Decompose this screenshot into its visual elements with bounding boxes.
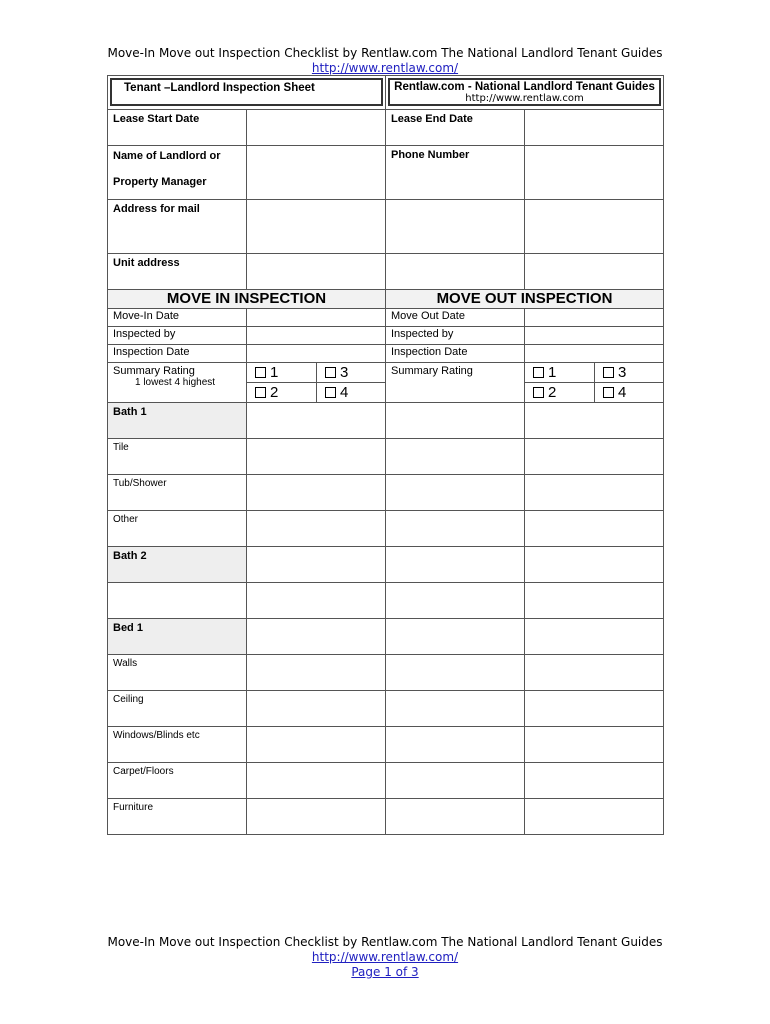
room-field[interactable] [386, 619, 525, 655]
move-in-rating-cell [247, 363, 386, 403]
item-field[interactable] [386, 475, 525, 511]
footer-link[interactable]: http://www.rentlaw.com/ [311, 950, 459, 964]
footer-title: Move-In Move out Inspection Checklist by Rentlaw.com The National Landlord Tenant Guides [107, 935, 663, 949]
move-out-summary-label: Summary Rating [386, 363, 525, 403]
item-field[interactable] [386, 727, 525, 763]
lease-end-field[interactable] [525, 110, 664, 146]
phone-field[interactable] [525, 146, 664, 200]
move-out-rating-3[interactable]: 3 [595, 363, 665, 383]
room-field[interactable] [386, 403, 525, 439]
room-field[interactable] [525, 619, 664, 655]
item-field[interactable] [525, 511, 664, 547]
move-in-summary-label: Summary Rating 1 lowest 4 highest [108, 363, 247, 403]
move-in-rating-4[interactable]: 4 [317, 383, 387, 403]
room-bath1: Bath 1 [108, 403, 247, 439]
header-link[interactable]: http://www.rentlaw.com/ [311, 61, 459, 75]
checkbox-icon [603, 367, 614, 378]
move-out-date-label: Move Out Date [386, 309, 525, 327]
item-field[interactable] [386, 511, 525, 547]
item-field[interactable] [386, 439, 525, 475]
item-field[interactable] [525, 583, 664, 619]
item-tub-shower: Tub/Shower [108, 475, 247, 511]
checkbox-icon [255, 387, 266, 398]
phone-label: Phone Number [386, 146, 525, 200]
item-field[interactable] [247, 439, 386, 475]
move-in-rating-1[interactable]: 1 [247, 363, 317, 383]
unit-address-field-3[interactable] [525, 254, 664, 290]
item-field[interactable] [247, 727, 386, 763]
move-in-inspection-date-label: Inspection Date [108, 345, 247, 363]
lease-start-field[interactable] [247, 110, 386, 146]
sheet-title: Tenant –Landlord Inspection Sheet [124, 82, 315, 94]
checkbox-icon [533, 387, 544, 398]
item-field[interactable] [247, 691, 386, 727]
move-in-date-field[interactable] [247, 309, 386, 327]
lease-start-label: Lease Start Date [108, 110, 247, 146]
item-field[interactable] [386, 691, 525, 727]
move-out-rating-1[interactable]: 1 [525, 363, 595, 383]
header-title: Move-In Move out Inspection Checklist by Rentlaw.com The National Landlord Tenant Guides [107, 46, 663, 60]
move-in-date-label: Move-In Date [108, 309, 247, 327]
move-out-inspected-label: Inspected by [386, 327, 525, 345]
unit-address-label: Unit address [108, 254, 247, 290]
item-field[interactable] [247, 799, 386, 835]
item-field[interactable] [525, 727, 664, 763]
item-field[interactable] [525, 439, 664, 475]
item-field[interactable] [386, 763, 525, 799]
address-mail-field-2[interactable] [386, 200, 525, 254]
item-walls: Walls [108, 655, 247, 691]
checkbox-icon [325, 387, 336, 398]
item-field[interactable] [247, 655, 386, 691]
room-bed1: Bed 1 [108, 619, 247, 655]
lease-end-label: Lease End Date [386, 110, 525, 146]
checkbox-icon [533, 367, 544, 378]
item-field[interactable] [525, 655, 664, 691]
item-other: Other [108, 511, 247, 547]
item-windows: Windows/Blinds etc [108, 727, 247, 763]
item-field[interactable] [247, 763, 386, 799]
move-out-date-field[interactable] [525, 309, 664, 327]
sheet-source-title: Rentlaw.com - National Landlord Tenant Guides [394, 81, 655, 93]
sheet-source-url[interactable]: http://www.rentlaw.com [465, 93, 584, 104]
item-ceiling: Ceiling [108, 691, 247, 727]
sheet-source-cell [386, 76, 664, 110]
unit-address-field[interactable] [247, 254, 386, 290]
item-field[interactable] [247, 475, 386, 511]
room-field[interactable] [525, 403, 664, 439]
item-field[interactable] [386, 799, 525, 835]
checkbox-icon [603, 387, 614, 398]
item-carpet: Carpet/Floors [108, 763, 247, 799]
unit-address-field-2[interactable] [386, 254, 525, 290]
room-field[interactable] [247, 547, 386, 583]
address-mail-field[interactable] [247, 200, 386, 254]
landlord-label: Name of Landlord or Property Manager [108, 146, 247, 200]
checkbox-icon [255, 367, 266, 378]
move-in-rating-2[interactable]: 2 [247, 383, 317, 403]
sheet-title-cell [108, 76, 386, 110]
move-out-rating-4[interactable]: 4 [595, 383, 665, 403]
address-mail-label: Address for mail [108, 200, 247, 254]
move-in-inspected-field[interactable] [247, 327, 386, 345]
item-field[interactable] [386, 583, 525, 619]
move-in-title: MOVE IN INSPECTION [108, 290, 386, 309]
move-out-inspection-date-field[interactable] [525, 345, 664, 363]
room-field[interactable] [386, 547, 525, 583]
move-in-rating-3[interactable]: 3 [317, 363, 387, 383]
room-field[interactable] [247, 619, 386, 655]
move-out-rating-2[interactable]: 2 [525, 383, 595, 403]
address-mail-field-3[interactable] [525, 200, 664, 254]
item-furniture: Furniture [108, 799, 247, 835]
item-field[interactable] [525, 763, 664, 799]
landlord-field[interactable] [247, 146, 386, 200]
item-field[interactable] [386, 655, 525, 691]
page-number[interactable]: Page 1 of 3 [351, 965, 419, 979]
move-out-inspected-field[interactable] [525, 327, 664, 345]
inspection-form [107, 75, 663, 835]
item-field[interactable] [525, 691, 664, 727]
item-field[interactable] [525, 799, 664, 835]
move-out-rating-cell [525, 363, 664, 403]
move-out-inspection-date-label: Inspection Date [386, 345, 525, 363]
room-field[interactable] [525, 547, 664, 583]
room-field[interactable] [247, 403, 386, 439]
item-blank[interactable] [108, 583, 247, 619]
item-field[interactable] [525, 475, 664, 511]
item-tile: Tile [108, 439, 247, 475]
item-field[interactable] [247, 511, 386, 547]
move-out-title: MOVE OUT INSPECTION [386, 290, 664, 309]
room-bath2: Bath 2 [108, 547, 247, 583]
checkbox-icon [325, 367, 336, 378]
move-in-inspected-label: Inspected by [108, 327, 247, 345]
move-in-inspection-date-field[interactable] [247, 345, 386, 363]
item-field[interactable] [247, 583, 386, 619]
